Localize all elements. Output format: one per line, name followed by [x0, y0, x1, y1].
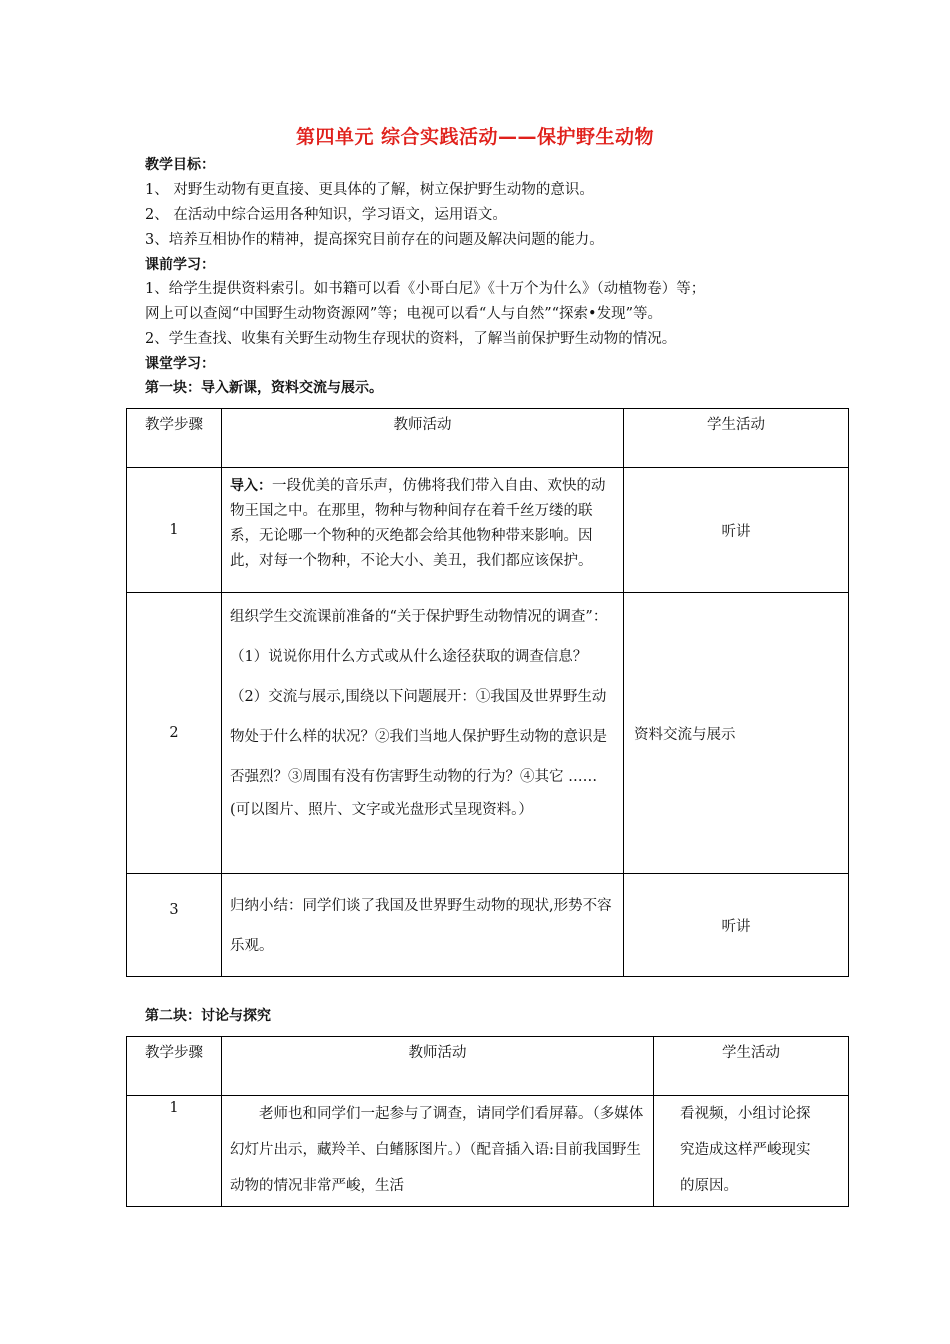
table-row [127, 874, 849, 977]
block1-heading: 第一块：导入新课，资料交流与展示。 [145, 380, 383, 396]
table-header-row [127, 409, 849, 468]
header-step: 教学步骤 [127, 1037, 222, 1096]
header-step: 教学步骤 [127, 409, 222, 468]
lead-label: 导入： [230, 478, 272, 494]
block2-heading: 第二块：讨论与探究 [145, 1008, 271, 1024]
header-student: 学生活动 [654, 1037, 849, 1096]
teacher-cell [222, 468, 624, 593]
step-cell: 1 [127, 468, 222, 593]
teacher-cell: 归纳小结：同学们谈了我国及世界野生动物的现状,形势不容乐观。 [222, 874, 624, 977]
teacher-note: (可以图片、照片、文字或光盘形式呈现资料。） [230, 802, 533, 818]
step-cell: 1 [127, 1096, 222, 1207]
student-cell: 看视频，小组讨论探究造成这样严峻现实的原因。 [654, 1096, 849, 1207]
objective-item: 3、培养互相协作的精神，提高探究目前存在的问题及解决问题的能力。 [145, 232, 604, 248]
prestudy-heading: 课前学习： [145, 257, 215, 273]
table-header-row [127, 1037, 849, 1096]
prestudy-line: 1、给学生提供资料索引。如书籍可以看《小哥白尼》《十万个为什么》（动植物卷）等； [145, 281, 706, 297]
header-student: 学生活动 [624, 409, 849, 468]
student-cell: 听讲 [624, 874, 849, 977]
teacher-text: 一段优美的音乐声，仿佛将我们带入自由、欢快的动物王国之中。在那里，物种与物种间存在着千丝万缕的联系，无论哪一个物种的灭绝都会给其他物种带来影响。因此，对每一个物种，不论大小、美丑，我们都应该保护。 [230, 478, 606, 569]
objective-item: 2、 在活动中综合运用各种知识，学习语文，运用语文。 [145, 207, 507, 223]
header-teacher: 教师活动 [222, 409, 624, 468]
classroom-heading: 课堂学习： [145, 356, 215, 372]
student-cell: 听讲 [624, 468, 849, 593]
prestudy-line: 2、学生查找、收集有关野生动物生存现状的资料，了解当前保护野生动物的情况。 [145, 331, 677, 347]
prestudy-line: 网上可以查阅“中国野生动物资源网”等；电视可以看“人与自然”“探索•发现”等。 [145, 306, 663, 322]
teacher-cell [222, 593, 624, 874]
table-row [127, 593, 849, 874]
block1-table [126, 408, 849, 977]
step-cell: 2 [127, 593, 222, 874]
header-teacher: 教师活动 [222, 1037, 654, 1096]
step-cell: 3 [127, 874, 222, 977]
objectives-heading: 教学目标： [145, 157, 215, 173]
page-title: 第四单元 综合实践活动——保护野生动物 [295, 126, 655, 148]
objective-item: 1、 对野生动物有更直接、更具体的了解，树立保护野生动物的意识。 [145, 182, 594, 198]
student-cell: 资料交流与展示 [624, 593, 849, 874]
block2-table [126, 1036, 849, 1207]
table-row [127, 1096, 849, 1207]
table-row [127, 468, 849, 593]
teacher-text: 组织学生交流课前准备的“关于保护野生动物情况的调查”：（1）说说你用什么方式或从什么途径获取的调查信息？（2）交流与展示,围绕以下问题展开：①我国及世界野生动物处于什么样的状况？②我们当地人保护野生动物的意识是否强烈？③周围有没有伤害野生动物的行为？④其它 …… [230, 609, 608, 785]
teacher-cell: 老师也和同学们一起参与了调查，请同学们看屏幕。（多媒体幻灯片出示，藏羚羊、白鳍豚图片。）（配音插入语:目前我国野生动物的情况非常严峻，生活 [222, 1096, 654, 1207]
